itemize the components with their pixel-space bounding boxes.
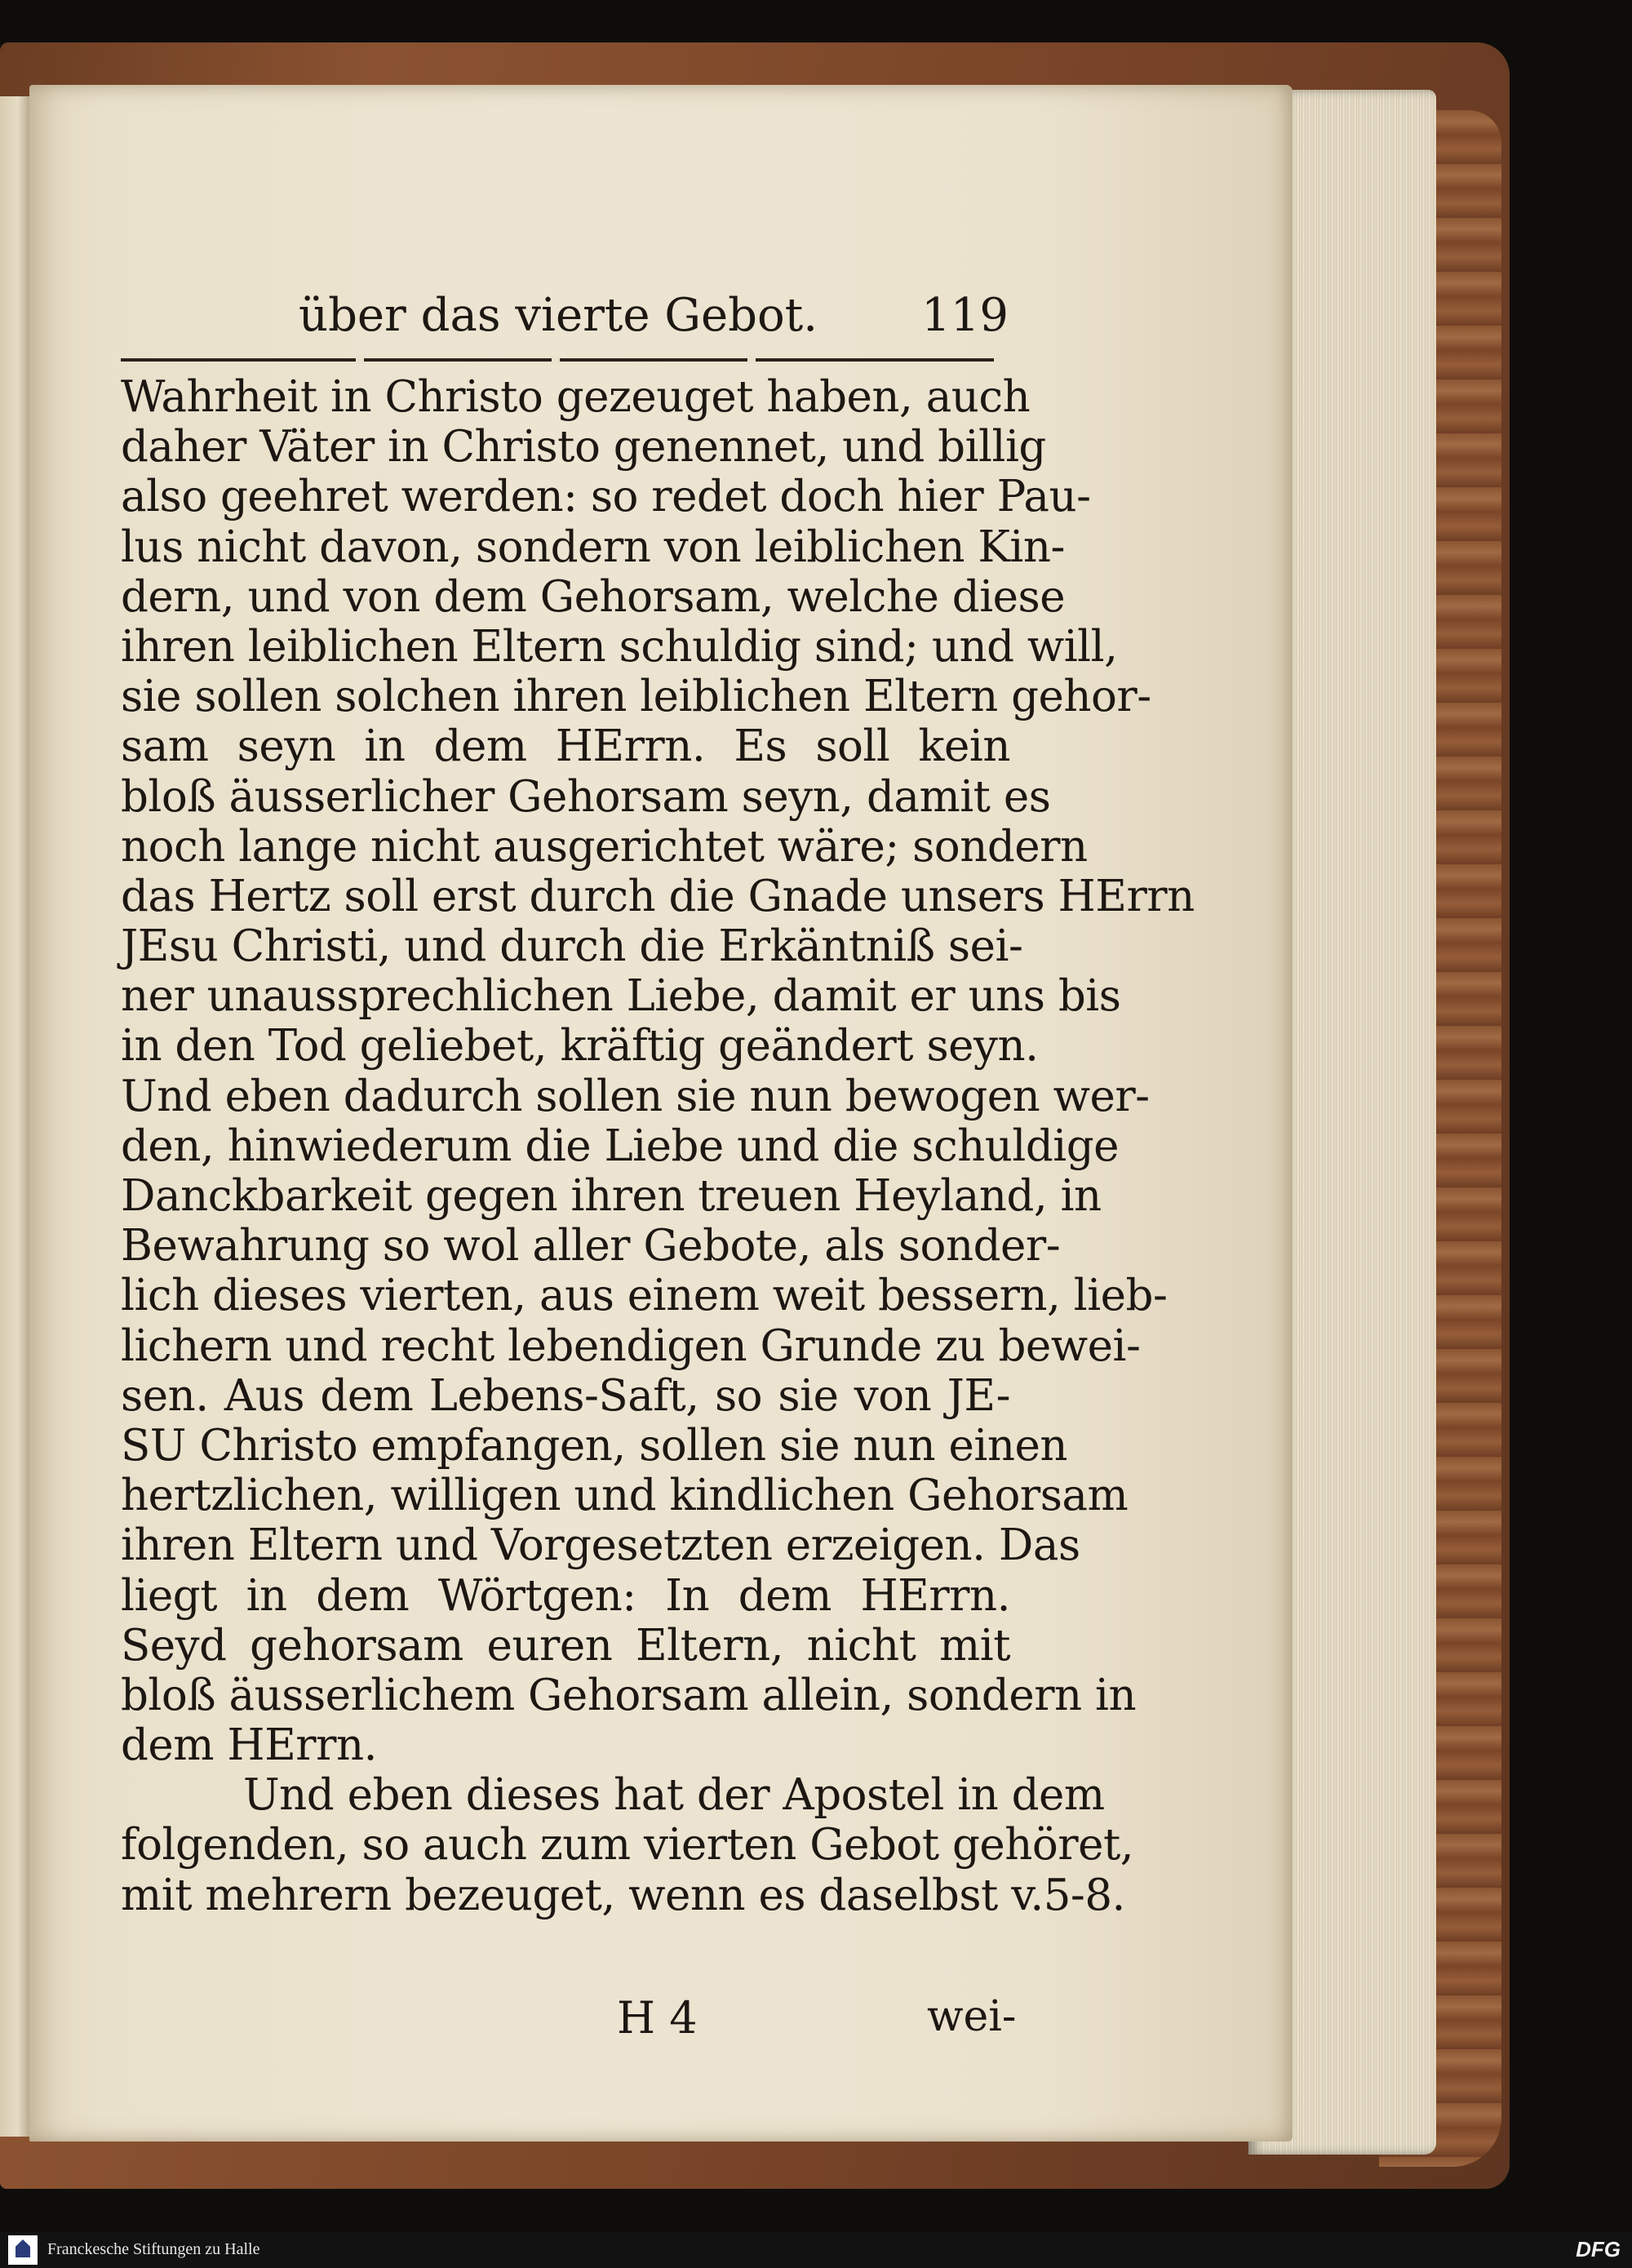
text-line: Danckbarkeit gegen ihren treuen Heyland, in (121, 1171, 1102, 1221)
text-line: dern, und von dem Gehorsam, welche diese (121, 571, 1066, 622)
running-head-title: über das vierte Gebot. (299, 289, 818, 342)
text-line: Und eben dadurch sollen sie nun bewogen wer- (121, 1071, 1150, 1121)
header-rule-gap (552, 354, 560, 364)
text-line: den, hinwiederum die Liebe und die schuldige (121, 1121, 1120, 1171)
text-line: dem HErrn. (121, 1720, 377, 1771)
book-page (29, 85, 1293, 2142)
text-line: ihren leiblichen Eltern schuldig sind; und will, (121, 621, 1118, 672)
text-line: lichern und recht lebendigen Grunde zu bewei- (121, 1320, 1141, 1371)
text-line: das Hertz soll erst durch die Gnade unsers HErrn (121, 871, 1195, 921)
text-line: lich dieses vierten, aus einem weit bessern, lieb- (121, 1271, 1168, 1321)
body-text (121, 372, 1195, 1920)
text-line: Bewahrung so wol aller Gebote, als sonder- (121, 1221, 1061, 1272)
text-line: sie sollen solchen ihren leiblichen Eltern gehor- (121, 672, 1151, 722)
text-line: sen. Aus dem Lebens-Saft, so sie von JE- (121, 1370, 1010, 1421)
text-line: mit mehrern bezeuget, wenn es daselbst v.5-8. (121, 1870, 1125, 1920)
text-line: bloß äusserlicher Gehorsam seyn, damit es (121, 771, 1051, 822)
text-line: Seyd gehorsam euren Eltern, nicht mit (121, 1620, 1010, 1671)
text-line: in den Tod geliebet, kräftig geändert seyn. (121, 1021, 1039, 1072)
header-rule-gap (356, 354, 364, 364)
institution-logo-icon (8, 2235, 38, 2265)
text-line: also geehret werden: so redet doch hier Pau- (121, 472, 1091, 522)
facing-page-edge (0, 96, 29, 2137)
text-line: folgenden, so auch zum vierten Gebot gehöret, (121, 1820, 1134, 1871)
header-rule-gap (747, 354, 756, 364)
text-line: liegt in dem Wörtgen: In dem HErrn. (121, 1570, 1010, 1621)
text-line: lus nicht davon, sondern von leiblichen Kin- (121, 522, 1065, 572)
paragraph-first-line: Und eben dieses hat der Apostel in dem (243, 1770, 1105, 1821)
footer-bar (0, 2232, 1632, 2268)
text-line: JEsu Christi, und durch die Erkäntniß sei- (121, 921, 1023, 972)
text-line: ihren Eltern und Vorgesetzten erzeigen. Das (121, 1520, 1080, 1571)
catchword: wei- (927, 1992, 1017, 2041)
institution-name: Franckesche Stiftungen zu Halle (47, 2240, 260, 2258)
text-line: hertzlichen, willigen und kindlichen Gehorsam (121, 1471, 1129, 1521)
signature-mark: H 4 (617, 1992, 698, 2044)
text-line: bloß äusserlichem Gehorsam allein, sondern in (121, 1670, 1137, 1720)
running-head (299, 289, 1009, 354)
dfg-logo: DFG (1576, 2237, 1621, 2261)
text-line: sam seyn in dem HErrn. Es soll kein (121, 721, 1010, 772)
text-line: noch lange nicht ausgerichtet wäre; sondern (121, 821, 1088, 872)
text-line: Wahrheit in Christo gezeuget haben, auch (121, 372, 1031, 422)
text-line: ner unaussprechlichen Liebe, damit er uns bis (121, 971, 1121, 1022)
text-line: daher Väter in Christo genennet, und billig (121, 422, 1046, 473)
text-line: SU Christo empfangen, sollen sie nun einen (121, 1420, 1067, 1471)
page-number: 119 (921, 289, 1009, 342)
